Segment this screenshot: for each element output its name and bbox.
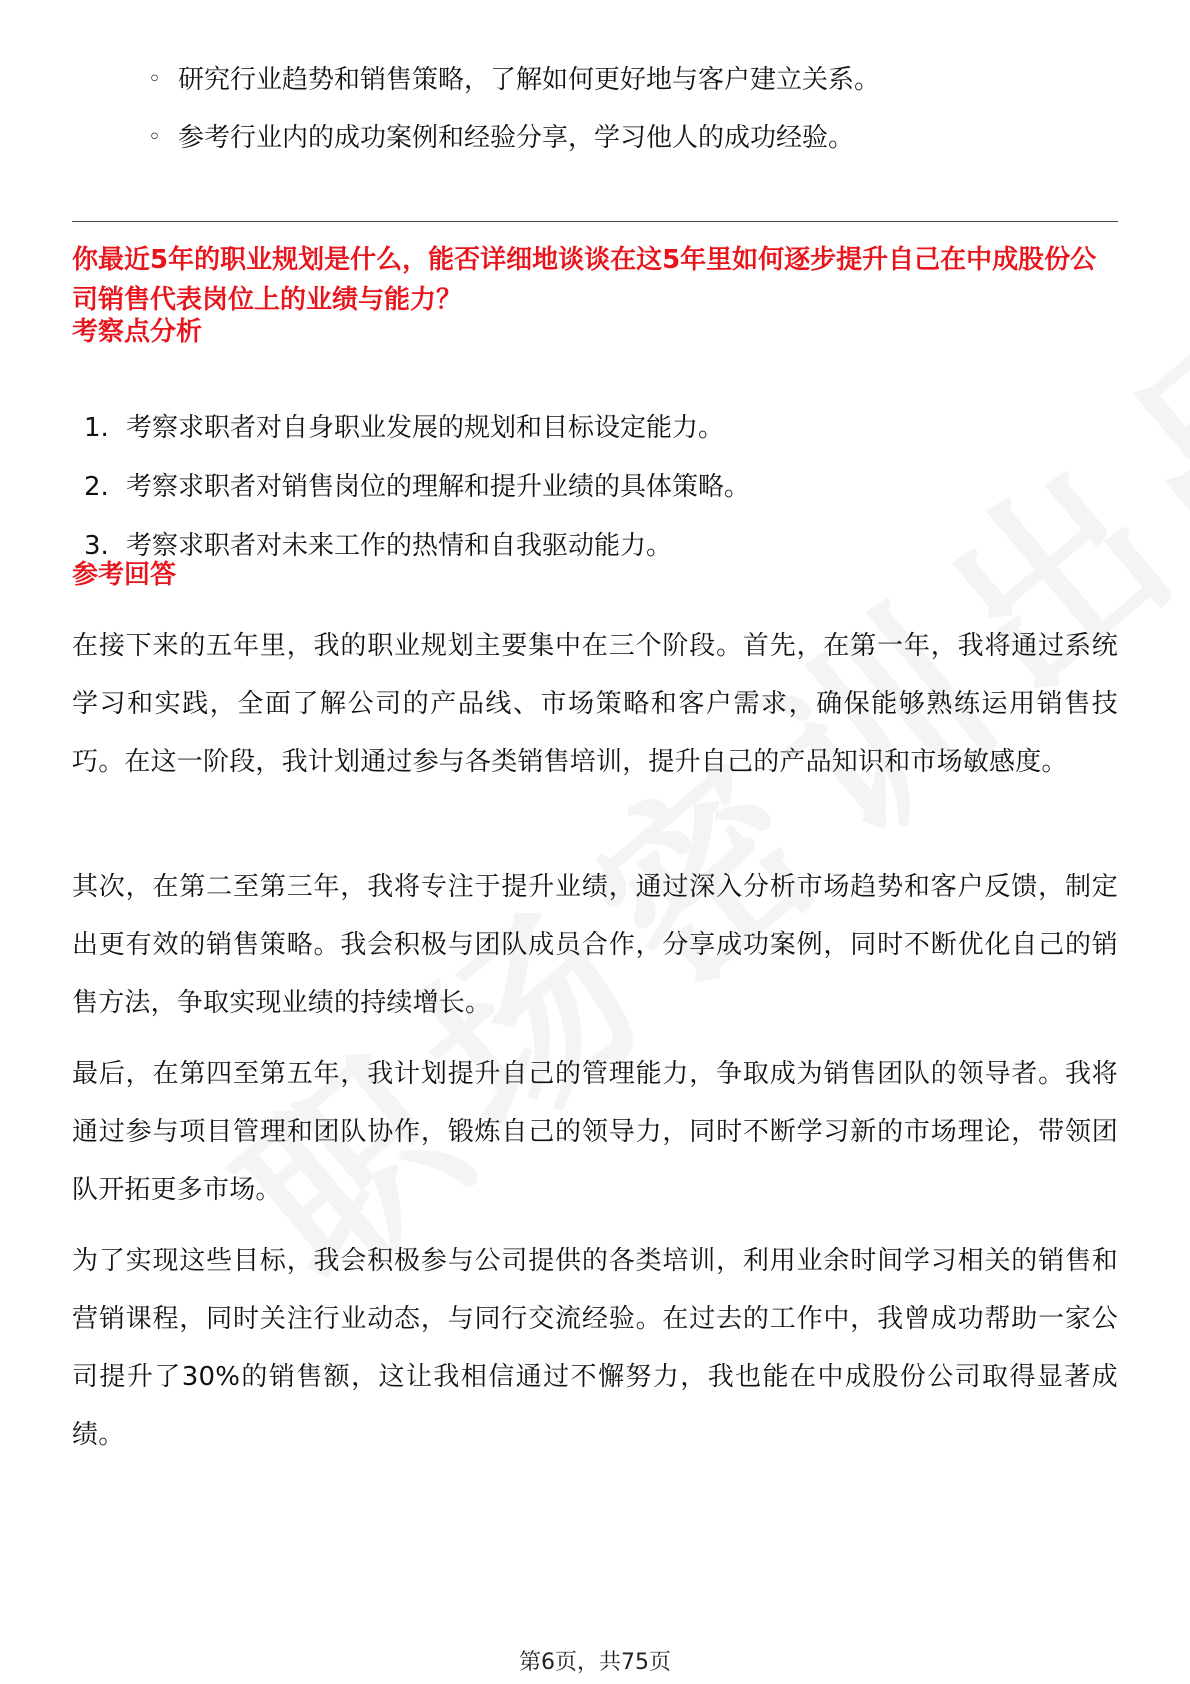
item-number: 2.	[84, 472, 109, 502]
answer-paragraph: 为了实现这些目标，我会积极参与公司提供的各类培训，利用业余时间学习相关的销售和营销课程，同时关注行业动态，与同行交流经验。在过去的工作中，我曾成功帮助一家公司提升了30%的销售额，这让我相信通过不懈努力，我也能在中成股份公司取得显著成绩。	[72, 1246, 1118, 1450]
analysis-list	[84, 408, 1114, 585]
bullet-text: 参考行业内的成功案例和经验分享，学习他人的成功经验。	[178, 123, 855, 153]
item-number: 3.	[84, 531, 109, 561]
top-bullet-list	[148, 60, 1108, 176]
bullet-text: 研究行业趋势和销售策略，了解如何更好地与客户建立关系。	[178, 65, 881, 95]
bullet-marker: ◦	[148, 125, 161, 150]
answer-paragraph: 最后，在第四至第五年，我计划提升自己的管理能力，争取成为销售团队的领导者。我将通过参与项目管理和团队协作，锻炼自己的领导力，同时不断学习新的市场理论，带领团队开拓更多市场。	[72, 1059, 1118, 1205]
answer-paragraph: 在接下来的五年里，我的职业规划主要集中在三个阶段。首先，在第一年，我将通过系统学习和实践，全面了解公司的产品线、市场策略和客户需求，确保能够熟练运用销售技巧。在这一阶段，我计划通过参与各类销售培训，提升自己的产品知识和市场敏感度。	[72, 631, 1118, 777]
section-divider	[72, 221, 1118, 222]
list-item	[148, 60, 1108, 100]
question-title: 你最近5年的职业规划是什么，能否详细地谈谈在这5年里如何逐步提升自己在中成股份公司销售代表岗位上的业绩与能力？	[72, 245, 1097, 315]
list-item	[84, 408, 1114, 448]
page-number: 第6页，共75页	[519, 1650, 671, 1675]
item-number: 1.	[84, 413, 109, 443]
answer-paragraph: 其次，在第二至第三年，我将专注于提升业绩，通过深入分析市场趋势和客户反馈，制定出更有效的销售策略。我会积极与团队成员合作，分享成功案例，同时不断优化自己的销售方法，争取实现业绩的持续增长。	[72, 872, 1118, 1018]
bullet-marker: ◦	[148, 67, 161, 92]
item-text: 考察求职者对销售岗位的理解和提升业绩的具体策略。	[126, 472, 751, 502]
item-text: 考察求职者对自身职业发展的规划和目标设定能力。	[126, 413, 725, 443]
answer-heading: 参考回答	[72, 560, 177, 590]
list-item	[84, 526, 1114, 566]
analysis-heading: 考察点分析	[72, 317, 203, 347]
list-item	[148, 118, 1108, 158]
item-text: 考察求职者对未来工作的热情和自我驱动能力。	[126, 531, 673, 561]
list-item	[84, 467, 1114, 507]
